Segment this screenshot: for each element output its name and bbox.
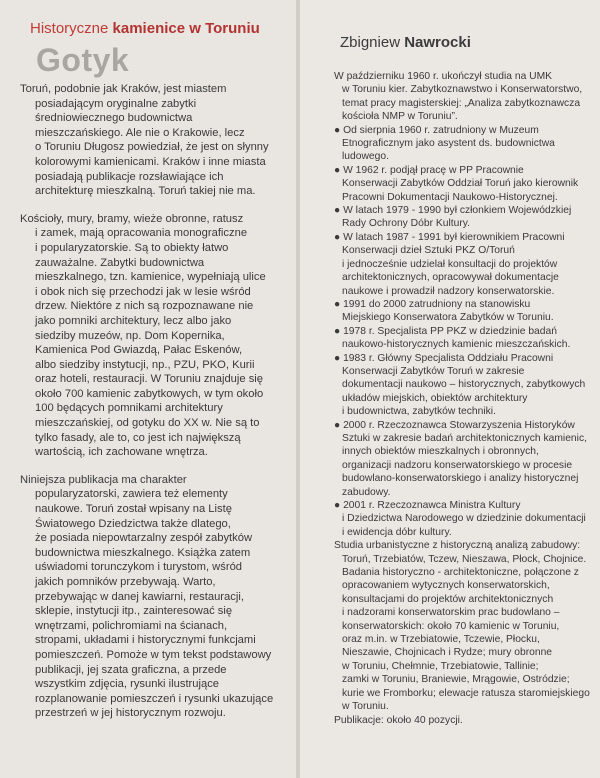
bio-line: Badania historyczno - architektoniczne, połączone z bbox=[342, 567, 579, 579]
bio-line: zamki w Toruniu, Braniewie, Mrągowie, Ostródzie; bbox=[342, 674, 570, 686]
bio-line: temat pracy magisterskiej: „Analiza zabytkoznawcza bbox=[342, 97, 581, 109]
bio-line: Sztuki w zakresie badań architektonicznych kamienic, bbox=[342, 432, 587, 444]
text-line: rozplanowanie pomieszczeń i rysunki ukazujące bbox=[35, 692, 274, 705]
text-line: sklepie, instytucji itp., zainteresować się bbox=[35, 605, 233, 618]
bio-line: ● W 1962 r. podjął pracę w PP Pracownie bbox=[334, 164, 524, 176]
text-line: tylko fasady, ale to, co jest ich największą bbox=[35, 431, 241, 444]
bio-line: ● 1991 do 2000 zatrudniony na stanowisku bbox=[334, 298, 531, 310]
text-line: mieszkalnego, tzn. kamienice, wypełniają ulice bbox=[35, 271, 266, 284]
bio-line: ludowego. bbox=[342, 151, 389, 163]
text-line: zauważalne. Zabytki budownictwa bbox=[35, 256, 205, 269]
text-line: oraz hoteli, restauracji. W Toruniu znajduje się bbox=[35, 373, 264, 386]
text-line: o Toruniu Długosz powiedział, że jest on słynny bbox=[35, 141, 269, 154]
bio-line: naukowo-historycznych kamienic mieszczańskich. bbox=[342, 339, 571, 351]
author-first-name: Zbigniew bbox=[340, 34, 401, 51]
left-column bbox=[0, 0, 296, 778]
text-line: uświadomi torunczykom i turystom, wśród bbox=[35, 561, 243, 574]
description-paragraph bbox=[20, 473, 288, 721]
text-line: kolorowymi kamienicami. Kraków i inne miasta bbox=[35, 155, 266, 168]
text-line: Niniejsza publikacja ma charakter bbox=[20, 473, 187, 486]
bio-line: Publikacje: około 40 pozycji. bbox=[334, 714, 463, 726]
text-line: i zamek, mają opracowania monograficzne bbox=[35, 227, 248, 240]
bio-line: ● 1983 r. Główny Specjalista Oddziału Pracowni bbox=[334, 352, 554, 364]
bio-line: kurie we Fromborku; elewacje ratusza staromiejskiego bbox=[342, 687, 590, 699]
text-line: Kościoły, mury, bramy, wieże obronne, ratusz bbox=[20, 212, 244, 225]
author-biography bbox=[334, 70, 596, 727]
bio-line: ● Od sierpnia 1960 r. zatrudniony w Muzeum bbox=[334, 124, 539, 136]
bio-line: Pracowni Dokumentacji Naukowo-Historycznej. bbox=[342, 191, 558, 203]
bio-line: Konserwacji Zabytków Toruń w zakresie bbox=[342, 365, 525, 377]
bio-line: dokumentacji naukowo – historycznych, zabytkowych bbox=[342, 379, 586, 391]
text-line: przebywając w danej kawiarni, restauracji, bbox=[35, 590, 244, 603]
text-line: Toruń, podobnie jak Kraków, jest miastem bbox=[20, 83, 227, 95]
bio-line: innych obiektów mieszkalnych i obronnych, bbox=[342, 446, 539, 458]
bio-line: w Toruniu. bbox=[342, 701, 389, 713]
bio-line: Nieszawie, Chojnicach i Rydze; mury obronne bbox=[342, 647, 553, 659]
text-line: architekturę mieszkalną. Toruń takiej nie ma. bbox=[35, 185, 256, 198]
bio-line: i budownictwa, zabytków techniki. bbox=[342, 406, 496, 418]
text-line: jako pomniki architektury, lecz albo jako bbox=[35, 314, 232, 327]
text-line: i obok nich się przechodzi jak w lesie wśród bbox=[35, 285, 251, 298]
text-line: wnętrzami, polichromiami na ścianach, bbox=[35, 619, 228, 632]
text-line: posiadają publikacje rozsławiające ich bbox=[35, 170, 224, 183]
bio-line: Studia urbanistyczne z historyczną analizą zabudowy: bbox=[334, 540, 581, 552]
text-line: budownictwa mieszkalnego. Książka zatem bbox=[35, 546, 251, 559]
bio-line: budowlano-konserwatorskiego i analizy historycznej bbox=[342, 473, 579, 485]
text-line: że posiada niepowtarzalny zespół zabytków bbox=[35, 532, 253, 545]
bio-line: architektonicznych, opracowywał dokumentacje bbox=[342, 272, 559, 284]
bio-line: Konserwacji dzieł Sztuki PKZ O/Toruń bbox=[342, 245, 515, 257]
bio-line: Toruń, Trzebiatów, Tczew, Nieszawa, Płock, Chojnice. bbox=[342, 553, 587, 565]
bio-line: i Dziedzictwa Narodowego w dziedzinie dokumentacji bbox=[342, 513, 586, 525]
text-line: Kamienica Pod Gwiazdą, Pałac Eskenów, bbox=[35, 344, 243, 357]
text-line: wszystkim zdjęcia, rysunki ilustrujące bbox=[35, 678, 220, 691]
bio-line: konserwatorskich: około 70 kamienic w Toruniu, bbox=[342, 620, 560, 632]
bio-line: Etnograficznym jako asystent ds. budownictwa bbox=[342, 138, 555, 150]
text-line: jakich pomników przebywają. Warto, bbox=[35, 576, 216, 588]
bio-line: oraz m.in. w Trzebiatowie, Tczewie, Płocku, bbox=[342, 634, 540, 646]
bio-line: Konserwacji Zabytków Oddział Toruń jako kierownik bbox=[342, 178, 579, 190]
text-line: popularyzatorski, zawiera też elementy bbox=[35, 488, 228, 501]
text-line: około 700 kamienic zabytkowych, w tym około bbox=[35, 387, 264, 400]
text-line: wartością, ich zachowane wnętrza. bbox=[35, 446, 208, 459]
bio-line: układów miejskich, obiektów architektury bbox=[342, 392, 528, 404]
bio-line: Miejskiego Konserwatora Zabytków w Toruniu. bbox=[342, 312, 554, 324]
bio-line: W październiku 1960 r. ukończył studia na UMK bbox=[334, 71, 553, 82]
bio-line: ● W latach 1987 - 1991 był kierownikiem Pracowni bbox=[334, 231, 565, 243]
text-line: i popularyzatorskie. Są to obiekty łatwo bbox=[35, 241, 229, 254]
description-paragraph bbox=[20, 82, 288, 199]
series-title-bold: kamienice w Toruniu bbox=[112, 20, 260, 37]
text-line: drzew. Niektóre z nich są rozpoznawane nie bbox=[35, 300, 254, 313]
right-column bbox=[300, 0, 600, 778]
text-line: publikacji, jej szata graficzna, a przede bbox=[35, 663, 227, 676]
bio-line: i ewidencja dóbr kultury. bbox=[342, 526, 452, 538]
description-text bbox=[20, 82, 288, 734]
text-line: 100 będących pomnikami architektury bbox=[35, 402, 223, 415]
bio-line: opracowaniem wytycznych konserwatorskich, bbox=[342, 580, 550, 592]
bio-line: naukowe i prowadził nadzory konserwatorskie. bbox=[342, 285, 555, 297]
text-line: stropami, układami i historycznymi funkcjami bbox=[35, 634, 256, 647]
text-line: średniowiecznego budownictwa bbox=[35, 112, 193, 125]
text-line: posiadającym oryginalne zabytki bbox=[35, 97, 197, 110]
series-title bbox=[30, 20, 260, 37]
book-title: Gotyk bbox=[36, 42, 130, 78]
bio-line: organizacji nadzoru konserwatorskiego w procesie bbox=[342, 459, 573, 471]
text-line: naukowe. Toruń został wpisany na Listę bbox=[35, 503, 232, 516]
bio-line: i jednocześnie udzielał konsultacji do projektów bbox=[342, 258, 558, 270]
author-last-name: Nawrocki bbox=[404, 34, 471, 51]
bio-line: zabudowy. bbox=[342, 486, 391, 498]
bio-line: konsultacjami do projektów architektonicznych bbox=[342, 593, 554, 605]
bio-line: Rady Ochrony Dóbr Kultury. bbox=[342, 218, 470, 230]
text-line: mieszczańskiego. Ale nie o Krakowie, lecz bbox=[35, 126, 245, 139]
text-line: siedziby muzeów, np. Dom Kopernika, bbox=[35, 329, 225, 342]
text-line: przestrzeń w jej historycznym rozwoju. bbox=[35, 707, 226, 720]
bio-line: w Toruniu kier. Zabytkoznawstwo i Konserwatorstwo, bbox=[342, 84, 583, 96]
text-line: mieszczańskiej, od gotyku do XX w. Nie są to bbox=[35, 417, 260, 430]
bio-line: w Toruniu, Chełmnie, Trzebiatowie, Tallinie; bbox=[342, 660, 539, 672]
text-line: pomieszczeń. Pomoże w tym tekst podstawowy bbox=[35, 648, 272, 661]
text-line: albo siedziby instytucji, np., PZU, PKO, Kurii bbox=[35, 358, 255, 371]
bio-line: ● 2000 r. Rzeczoznawca Stowarzyszenia Historyków bbox=[334, 419, 575, 431]
bio-line: ● W latach 1979 - 1990 był członkiem Wojewódzkiej bbox=[334, 205, 572, 217]
text-line: Światowego Dziedzictwa także dlatego, bbox=[35, 517, 231, 530]
bio-line: ● 1978 r. Specjalista PP PKZ w dziedzinie badań bbox=[334, 325, 557, 337]
author-name bbox=[340, 34, 471, 51]
bio-line: i nadzorami konserwatorskim prac budowlano – bbox=[342, 607, 560, 619]
series-title-plain: Historyczne bbox=[30, 20, 109, 37]
description-paragraph bbox=[20, 212, 288, 460]
bio-line: kościoła NMP w Toruniu”. bbox=[342, 111, 458, 123]
bio-line: ● 2001 r. Rzeczoznawca Ministra Kultury bbox=[334, 500, 521, 511]
